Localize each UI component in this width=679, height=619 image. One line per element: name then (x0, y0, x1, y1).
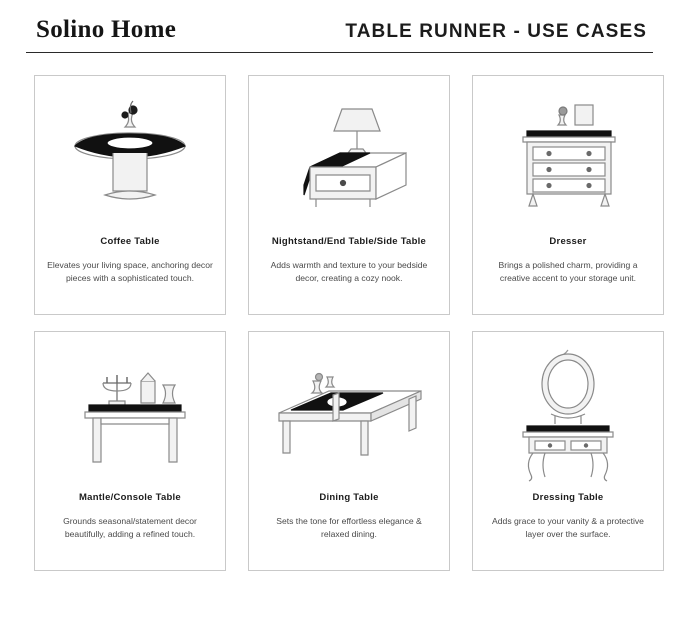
use-case-card (248, 75, 450, 315)
card-title: Mantle/Console Table (79, 492, 181, 503)
card-description: Adds grace to your vanity & a protective layer over the surface. (492, 516, 644, 539)
card-title: Coffee Table (100, 236, 160, 247)
dressing-table-illustration (483, 342, 653, 482)
card-description: Adds warmth and texture to your bedside decor, creating a cozy nook. (270, 260, 428, 283)
mantle-console-table-illustration (45, 342, 215, 482)
card-description: Grounds seasonal/statement decor beautifully, adding a refined touch. (63, 516, 197, 539)
nightstand-illustration (259, 86, 439, 226)
use-case-card (34, 331, 226, 571)
card-description: Elevates your living space, anchoring decor pieces with a sophisticated touch. (47, 260, 213, 283)
card-title: Dressing Table (532, 492, 604, 503)
card-description: Sets the tone for effortless elegance & relaxed dining. (276, 516, 422, 539)
brand-logo: Solino Home (36, 16, 177, 43)
page-title: TABLE RUNNER - USE CASES (345, 21, 647, 42)
use-case-card (34, 75, 226, 315)
use-case-card (472, 331, 664, 571)
card-title: Nightstand/End Table/Side Table (271, 236, 427, 247)
card-description: Brings a polished charm, providing a creative accent to your storage unit. (498, 260, 638, 283)
coffee-table-illustration (45, 86, 215, 226)
card-title: Dresser (549, 236, 587, 247)
use-case-grid (22, 53, 657, 571)
dresser-illustration (483, 86, 653, 226)
dining-table-illustration (259, 342, 439, 482)
page-header (22, 0, 657, 48)
use-case-card (472, 75, 664, 315)
use-case-card (248, 331, 450, 571)
card-title: Dining Table (319, 492, 379, 503)
